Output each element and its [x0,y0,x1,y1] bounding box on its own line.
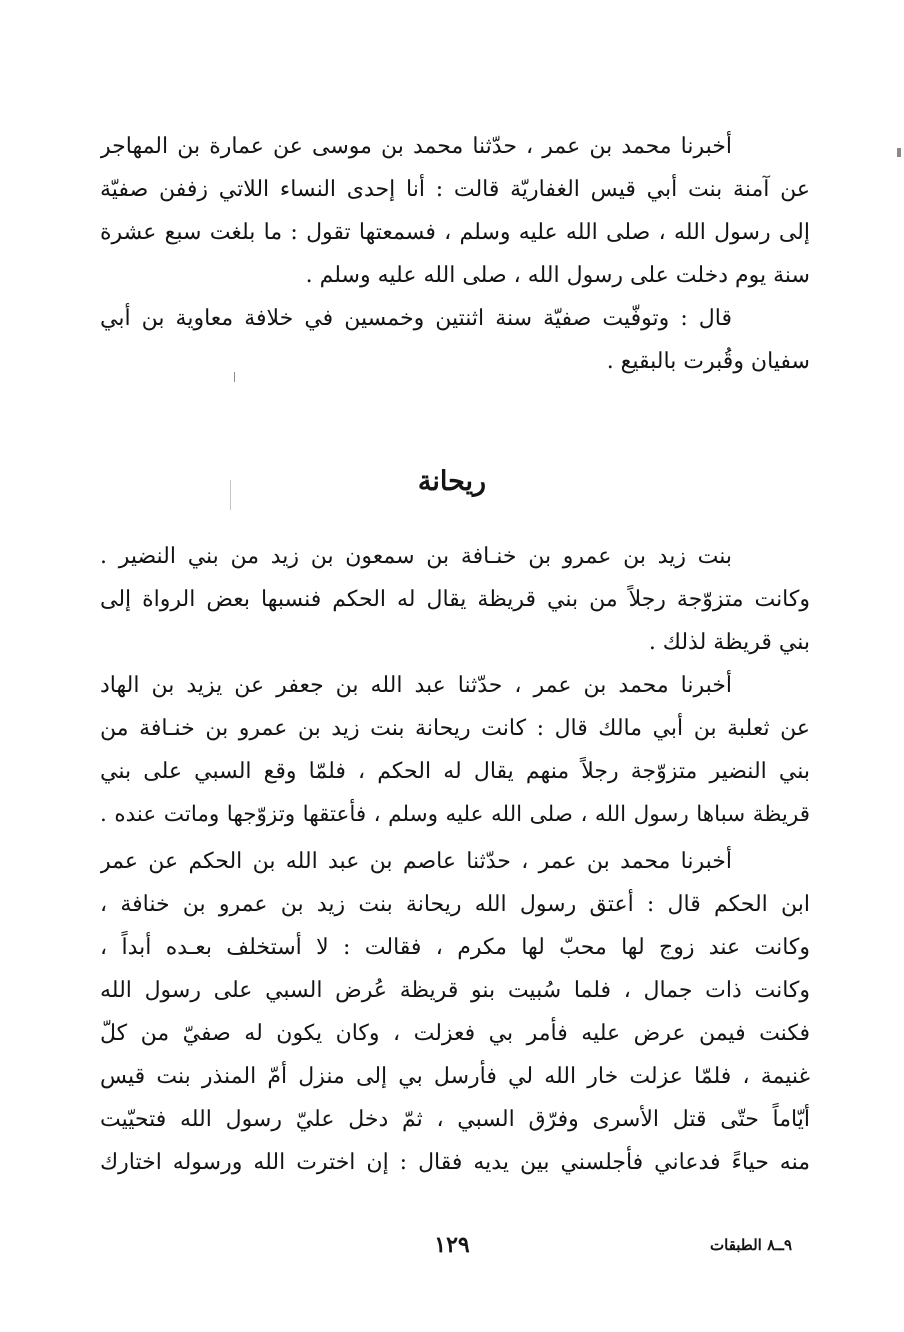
text-line: غنيمة ، فلمّا عزلت خار الله لي فأرسل بي إلى منزل أمّ المنذر بنت قيس [100,1064,810,1089]
text-line: منه حياءً فدعاني فأجلسني بين يديه فقال : إن اخترت الله ورسوله اختارك [100,1150,810,1175]
rayhana-narration-2 [100,840,810,1184]
scan-speck [897,148,901,157]
section-heading: ريحانة [417,466,487,497]
text-line: سفيان وقُبرت بالبقيع . [606,349,810,374]
text-line: فكنت فيمن عرض عليه فأمر بي فعزلت ، وكان يكون له صفيّ من كلّ [100,1021,810,1046]
text-line: إلى رسول الله ، صلى الله عليه وسلم ، فسمعتها تقول : ما بلغت سبع عشرة [100,220,810,245]
page-footer [0,1228,904,1262]
text-line: قريظة سباها رسول الله ، صلى الله عليه وسلم ، فأعتقها وتزوّجها وماتت عنده . [100,802,810,827]
rayhana-text-block [100,535,810,664]
rayhana-narration-1 [100,664,810,836]
scan-speck [230,480,231,510]
text-line: وكانت متزوّجة رجلاً من بني قريظة يقال له الحكم فنسبها بعض الرواة إلى [100,587,810,612]
text-line: سنة يوم دخلت على رسول الله ، صلى الله عليه وسلم . [305,263,810,288]
text-line: بني قريظة لذلك . [648,630,810,655]
scan-speck [234,372,235,382]
text-line: عن ثعلبة بن أبي مالك قال : كانت ريحانة بنت زيد بن عمرو بن خنـافة من [100,716,810,741]
text-line: بنت زيد بن عمرو بن خنـافة بن سمعون بن زيد من بني النضير . [100,544,732,569]
text-line: بني النضير متزوّجة رجلاً منهم يقال له الحكم ، فلمّا وقع السبي على بني [100,759,810,784]
text-line: أخبرنا محمد بن عمر ، حدّثنا عاصم بن عبد الله بن الحكم عن عمر [100,849,732,874]
safiyya-text-block [100,125,810,383]
text-line: عن آمنة بنت أبي قيس الغفاريّة قالت : أنا إحدى النساء اللاتي زففن صفيّة [100,177,810,202]
text-line: أخبرنا محمد بن عمر ، حدّثنا محمد بن موسى عن عمارة بن المهاجر [100,134,732,159]
text-line: وكانت ذات جمال ، فلما سُبيت بنو قريظة عُرض السبي على رسول الله [100,978,810,1003]
signature-mark: ٩ــ٨ الطبقات [710,1236,792,1254]
page-number: ١٢٩ [434,1232,470,1258]
text-line: ابن الحكم قال : أعتق رسول الله ريحانة بنت زيد بن عمرو بن خنافة ، [100,892,810,917]
text-line: أخبرنا محمد بن عمر ، حدّثنا عبد الله بن جعفر عن يزيد بن الهاد [100,673,732,698]
text-line: أيّاماً حتّى قتل الأسرى وفرّق السبي ، ثمّ دخل عليّ رسول الله فتحيّيت [100,1107,810,1132]
text-line: قال : وتوفّيت صفيّة سنة اثنتين وخمسين في خلافة معاوية بن أبي [100,306,732,331]
text-line: وكانت عند زوج لها محبّ لها مكرم ، فقالت : لا أستخلف بعـده أبداً ، [100,935,810,960]
